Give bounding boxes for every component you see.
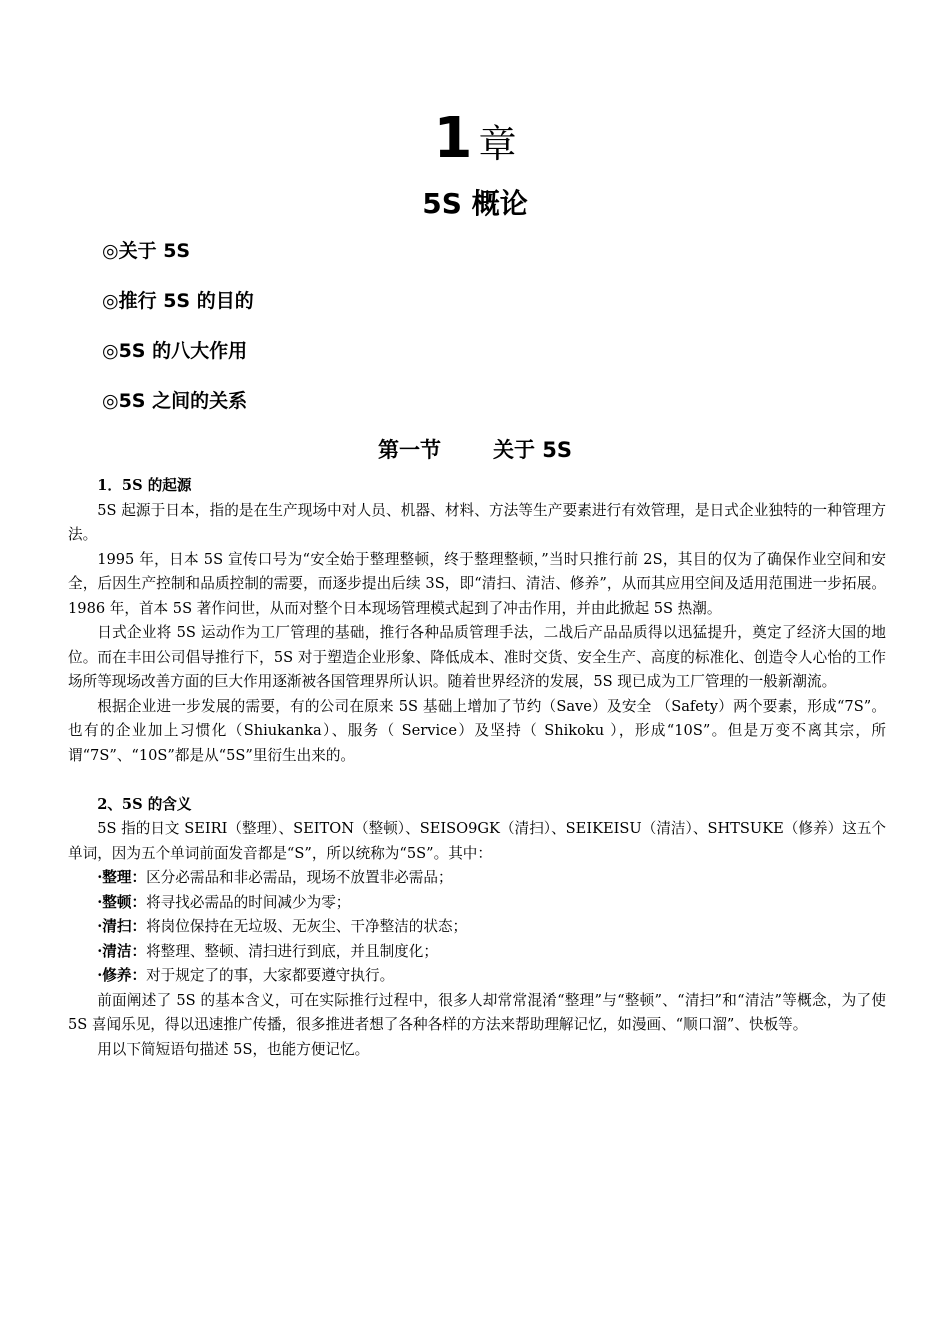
paragraph: 日式企业将 5S 运动作为工厂管理的基础，推行各种品质管理手法，二战后产品品质得以迅猛提升，奠定了经济大国的地位。而在丰田公司倡导推行下，5S 对于塑造企业形象、降低成本、准时交货、安全生产、高度的标准化、创造令人心怡的工作场所等现场改善方面的巨大作用逐渐被各国管理界所认识。随着世界经济的发展，5S 现已成为工厂管理的一般新潮流。 <box>68 624 886 690</box>
toc-item: ◎推行 5S 的目的 <box>102 290 254 312</box>
toc-item: ◎5S 的八大作用 <box>102 340 248 362</box>
item-desc: 将整理、整顿、清扫进行到底，并且制度化； <box>146 942 438 960</box>
list-item <box>68 891 886 916</box>
chapter-heading <box>0 106 950 171</box>
body-text <box>68 474 886 1062</box>
chapter-toc <box>102 236 254 436</box>
item-term: ·修养： <box>97 967 147 984</box>
toc-item: ◎5S 之间的关系 <box>102 390 248 412</box>
list-item <box>68 964 886 989</box>
item-term: ·清扫： <box>97 918 147 935</box>
paragraph: 1995 年，日本 5S 宣传口号为“安全始于整理整顿，终于整理整顿，”当时只推行前 2S，其目的仅为了确保作业空间和安全，后因生产控制和品质控制的需要，而逐步提出后续 3S，即“清扫、清洁、修养”，从而其应用空间及适用范围进一步拓展。1986 年，首本 5S 著作问世，从而对整个日本现场管理模式起到了冲击作用，并由此掀起 5S 热潮。 <box>68 550 886 617</box>
paragraph: 5S 指的日文 SEIRI（整理）、SEITON（整顿）、SEISO9GK（清扫）、SEIKEISU（清洁）、SHTSUKE（修养）这五个单词，因为五个单词前面发音都是“S”，所以统称为“5S”。其中： <box>68 820 886 862</box>
chapter-number: 1 <box>433 106 473 171</box>
list-item <box>68 940 886 965</box>
item-desc: 将寻找必需品的时间减少为零； <box>146 893 351 911</box>
item-desc: 对于规定了的事，大家都要遵守执行。 <box>146 967 395 984</box>
item-term: ·清洁： <box>97 942 147 960</box>
item-term: ·整顿： <box>97 893 147 911</box>
section-name: 关于 5S <box>492 438 573 462</box>
paragraph: 5S 起源于日本，指的是在生产现场中对人员、机器、材料、方法等生产要素进行有效管理，是日式企业独特的一种管理方法。 <box>68 501 886 543</box>
item-desc: 区分必需品和非必需品，现场不放置非必需品； <box>146 869 453 886</box>
item-term: ·整理： <box>97 869 147 886</box>
section-title <box>0 434 950 464</box>
paragraph: 用以下简短语句描述 5S，也能方便记忆。 <box>97 1040 370 1058</box>
list-item <box>68 866 886 891</box>
section-number: 第一节 <box>377 438 441 462</box>
subheading-meaning: 2、5S 的含义 <box>97 795 192 813</box>
paragraph: 前面阐述了 5S 的基本含义，可在实际推行过程中，很多人却常常混淆“整理”与“整顿”、“清扫”和“清洁”等概念，为了使 5S 喜闻乐见，得以迅速推广传播，很多推进者想了各种各样的方法来帮助理解记忆，如漫画、“顺口溜”、快板等。 <box>68 991 886 1033</box>
paragraph: 根据企业进一步发展的需要，有的公司在原来 5S 基础上增加了节约（Save）及安全 （Safety）两个要素，形成“7S”。也有的企业加上习惯化（Shiukanka）、服务（ Service）及坚持（ Shikoku ），形成“10S”。但是万变不离其宗，所谓“7S”、“10S”都是从“5S”里衍生出来的。 <box>68 697 886 764</box>
item-desc: 将岗位保持在无垃圾、无灰尘、干净整洁的状态； <box>146 918 468 935</box>
chapter-label: 章 <box>478 122 517 166</box>
subheading-origin: 1．5S 的起源 <box>97 477 192 494</box>
list-item <box>68 915 886 940</box>
toc-item: ◎关于 5S <box>102 240 191 262</box>
chapter-subtitle: 5S 概论 <box>422 187 528 220</box>
